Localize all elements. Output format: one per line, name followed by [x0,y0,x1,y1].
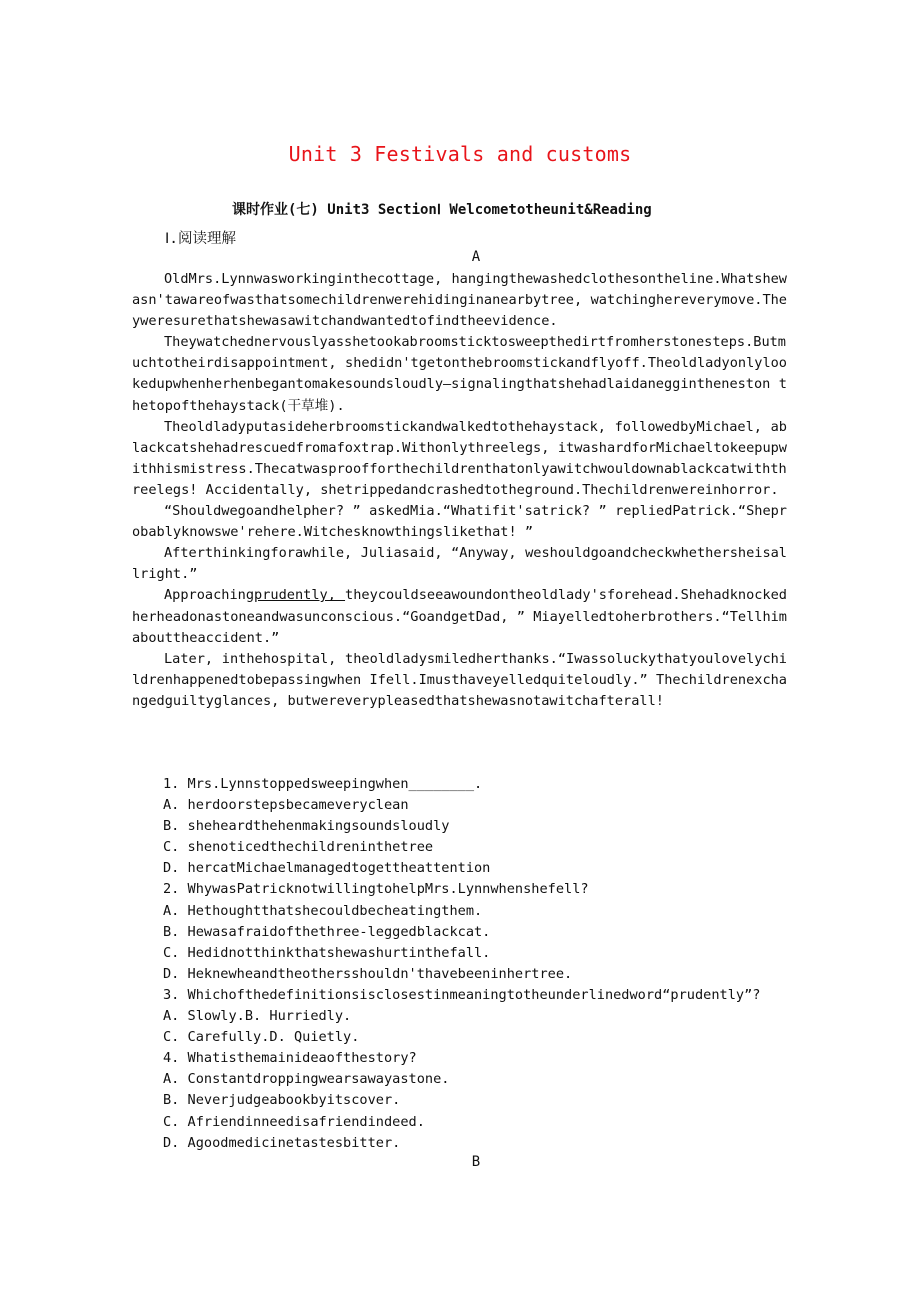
question-stem: 3. Whichofthedefinitionsisclosestinmeaningtotheunderlinedword“prudently”? [163,986,761,1003]
answer-option: D. Agoodmedicinetastesbitter. [163,1134,401,1151]
passage-paragraph: OldMrs.Lynnwasworkinginthecottage, hangingthewashedclothesontheline.Whatshewasn'tawareofwasthatsomechildrenwerehidinginanearbytree, watchinghereverymove.Theyweresurethatshewasawitchandwantedtofindtheevidence. [132,271,787,330]
answer-option: B. Hewasafraidofthethree-leggedblackcat. [163,923,491,940]
question-list [163,774,803,1154]
passage-a-label: A [471,249,481,265]
answer-option: C. Afriendinneedisafriendindeed. [163,1113,425,1130]
passage-paragraph: “Shouldwegoandhelpher? ” askedMia.“Whatifit'satrick? ” repliedPatrick.“Sheprobablyknowswe'rehere.Witchesknowthingslikethat! ” [132,503,787,541]
answer-option: B. sheheardthehenmakingsoundsloudly [163,818,450,835]
paragraph-text: Approaching [164,587,255,604]
passage-paragraph: Later, inthehospital, theoldladysmiledherthanks.“Iwassoluckythatyoulovelychildrenhappenedtobepassingwhen Ifell.Imusthaveyelledquiteloudly.” Thechildrenexchangedguiltyglances, butwereverypleasedthatshewasnotawitchafterall! [132,650,787,709]
passage-b-label: B [471,1154,481,1170]
answer-option: C. Carefully.D. Quietly. [163,1029,360,1046]
unit-title: Unit 3 Festivals and customs [288,142,632,166]
answer-option: C. Hedidnotthinkthatshewashurtinthefall. [163,944,491,961]
passage-paragraph: Theoldladyputasideherbroomstickandwalkedtothehaystack, followedbyMichael, ablackcatshehadrescuedfromafoxtrap.Withonlythreelegs, itwashardforMichaeltokeepupwithhismistress.Thecatwasproofforthechildrenthatonlyawitchwouldownablackcatwiththreelegs! Accidentally, shetrippedandcrashedtotheground.Thechildrenwereinhorror. [132,418,787,498]
answer-option: A. Hethoughtthatshecouldbecheatingthem. [163,902,483,919]
lesson-subtitle: 课时作业(七) Unit3 SectionⅠ Welcometotheunit&Reading [232,202,652,218]
section-heading: Ⅰ.阅读理解 [165,231,237,247]
passage-paragraph [132,585,787,648]
answer-option: C. shenoticedthechildreninthetree [163,839,434,856]
answer-option: D. hercatMichaelmanagedtogettheattention [163,860,491,877]
answer-option: A. Slowly.B. Hurriedly. [163,1008,352,1025]
paragraph-text: theycouldseeawoundontheoldlady'sforehead.Shehadknockedherheadonastoneandwasunconscious.“GoandgetDad, ” Miayelledtoherbrothers.“Tellhimabouttheaccident.” [132,587,787,646]
passage-paragraph: Afterthinkingforawhile, Juliasaid, “Anyway, weshouldgoandcheckwhethersheisallright.” [132,545,787,583]
underlined-word: prudently, [254,587,346,604]
question-stem: 2. WhywasPatricknotwillingtohelpMrs.Lynnwhenshefell? [163,881,589,898]
answer-option: B. Neverjudgeabookbyitscover. [163,1092,401,1109]
question-stem: 4. Whatisthemainideaofthestory? [163,1050,417,1067]
passage-paragraph: Theywatchednervouslyasshetookabroomsticktosweepthedirtfromherstonesteps.Butmuchtotheirdisappointment, shedidn'tgetonthebroomstickandflyoff.Theoldladyonlylookedupwhenherhenbegantomakesoundsloudly—signalingthatshehadlaidaneggintheneston thetopofthehaystack(干草堆). [132,334,787,414]
answer-option: A. herdoorstepsbecameveryclean [163,797,409,814]
answer-option: A. Constantdroppingwearsawayastone. [163,1071,450,1088]
passage-a [132,269,787,712]
answer-option: D. Heknewheandtheothersshouldn'thavebeeninhertree. [163,965,573,982]
question-stem: 1. Mrs.Lynnstoppedsweepingwhen________. [163,776,483,792]
